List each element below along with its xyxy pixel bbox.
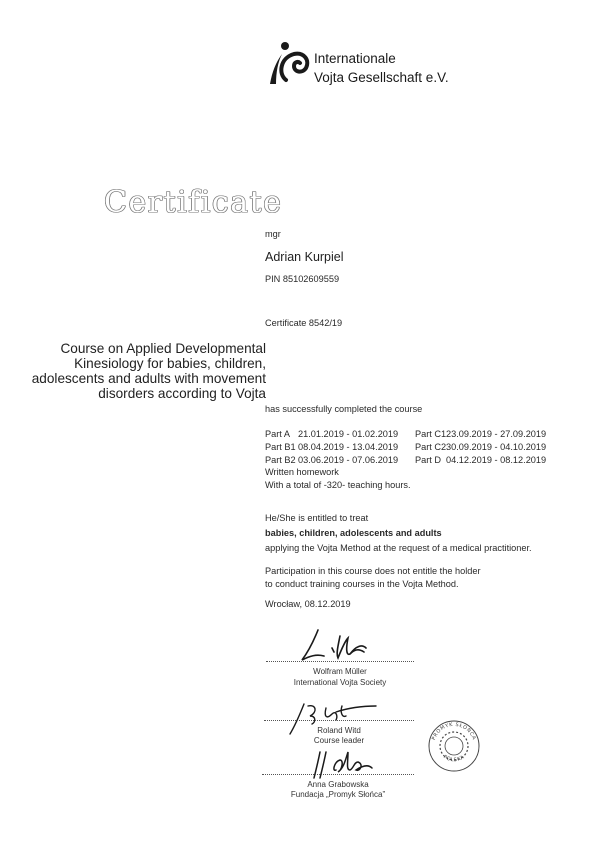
part-dates: 04.12.2019 - 08.12.2019 <box>446 454 547 465</box>
part-label: Part B1 <box>265 441 296 452</box>
participation-note-line2: to conduct training courses in the Vojta Method. <box>265 579 459 589</box>
part-dates: 30.09.2019 - 04.10.2019 <box>446 441 547 452</box>
signatory-name: Anna Grabowska <box>307 780 369 789</box>
completed-statement: has successfully completed the course <box>265 404 423 414</box>
signature-line <box>266 661 414 662</box>
part-dates: 03.06.2019 - 07.06.2019 <box>298 454 399 465</box>
signatory-role: Fundacja „Promyk Słońca” <box>290 790 386 799</box>
recipient-pin: PIN 85102609559 <box>265 274 340 284</box>
signature-line <box>264 720 414 721</box>
certificate-title: Certificate <box>104 185 283 220</box>
place-and-date: Wrocław, 08.12.2019 <box>265 599 351 609</box>
part-label: Part D <box>415 454 442 465</box>
svg-text:PROMYK SŁOŃCA: PROMYK SŁOŃCA <box>431 721 478 742</box>
part-label: Part C1 <box>415 429 447 439</box>
schedule-row <box>265 441 565 454</box>
signature-wolfram-muller <box>292 626 382 666</box>
entitlement-target: babies, children, adolescents and adults <box>265 528 442 538</box>
part-dates: 21.01.2019 - 01.02.2019 <box>298 429 399 439</box>
entitlement-label: He/She is entitled to treat <box>265 513 369 523</box>
total-hours-line <box>265 479 565 492</box>
organization-name-line2: Vojta Gesellschaft e.V. <box>314 70 449 85</box>
homework-text: Written homework <box>265 467 339 478</box>
part-label: Part A <box>265 429 291 439</box>
signature-line <box>262 774 414 775</box>
svg-text:POLSKA: POLSKA <box>442 754 466 764</box>
entitlement-method: applying the Vojta Method at the request of a medical practitioner. <box>265 543 532 553</box>
part-dates: 08.04.2019 - 13.04.2019 <box>298 441 399 452</box>
stamp-seal-icon <box>426 718 482 774</box>
vojta-logo-icon <box>264 40 312 88</box>
participation-note-line1: Participation in this course does not entitle the holder <box>265 566 481 576</box>
course-title-line: Kinesiology for babies, children, <box>74 356 266 371</box>
homework-line <box>265 466 565 479</box>
signature-anna-grabowska <box>310 748 390 780</box>
course-title-line: disorders according to Vojta <box>98 386 266 401</box>
schedule-row <box>265 428 565 441</box>
total-hours-text: With a total of -320- teaching hours. <box>265 480 411 491</box>
part-label: Part B2 <box>265 454 296 465</box>
course-title-line: Course on Applied Developmental <box>60 341 266 356</box>
course-title-line: adolescents and adults with movement <box>31 371 266 386</box>
schedule-row <box>265 454 565 467</box>
signatory-name: Wolfram Müller <box>313 667 367 676</box>
signatory-name: Roland Witd <box>317 726 361 735</box>
part-dates: 23.09.2019 - 27.09.2019 <box>446 429 547 439</box>
course-title <box>16 341 266 401</box>
certificate-number: Certificate 8542/19 <box>265 318 343 328</box>
signatory-role: International Vojta Society <box>293 678 387 687</box>
course-schedule <box>265 428 565 492</box>
recipient-name: Adrian Kurpiel <box>265 250 344 264</box>
organization-name-line1: Internationale <box>314 51 396 66</box>
part-label: Part C2 <box>415 441 447 452</box>
recipient-title: mgr <box>265 229 281 239</box>
signatory-role: Course leader <box>313 736 365 745</box>
